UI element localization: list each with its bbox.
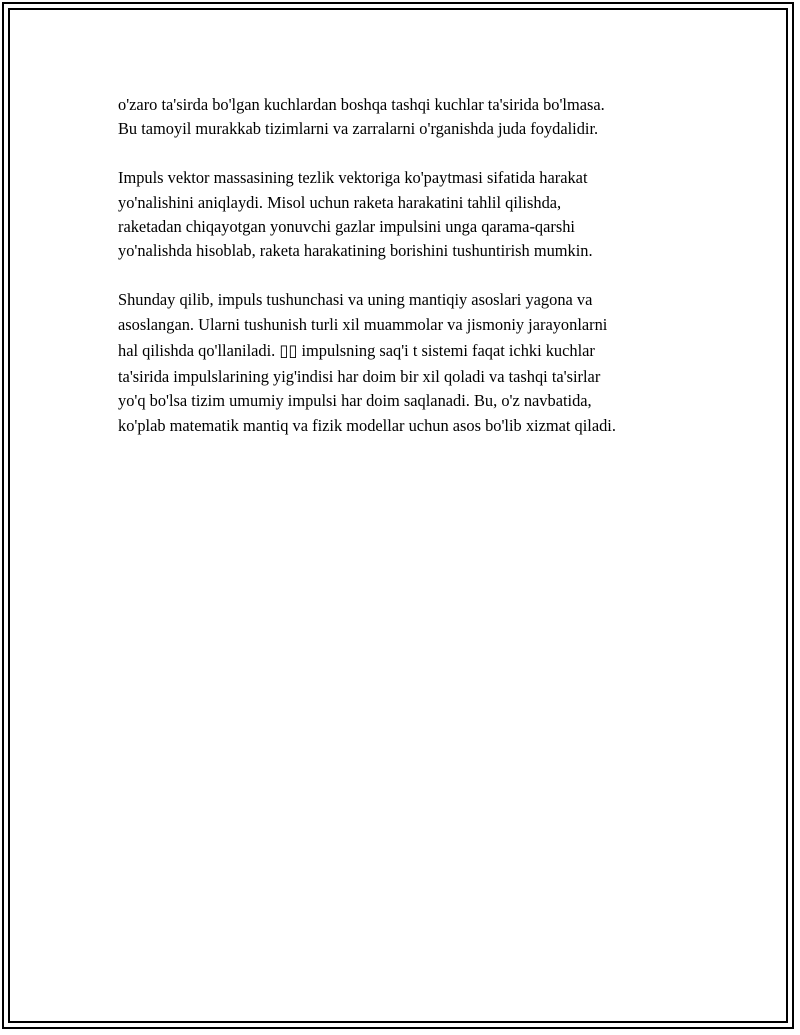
text-line: hal qilishda qo'llaniladi. ▯▯ impulsning saq'i t sistemi faqat ichki kuchlar bbox=[118, 341, 595, 361]
paragraph-1 bbox=[118, 93, 698, 142]
text-line: o'zaro ta'sirda bo'lgan kuchlardan boshqa tashqi kuchlar ta'sirida bo'lmasa. bbox=[118, 95, 605, 114]
text-line: Impuls vektor massasining tezlik vektoriga ko'paytmasi sifatida harakat bbox=[118, 168, 588, 188]
text-line: yo'nalishda hisoblab, raketa harakatining borishini tushuntirish mumkin. bbox=[118, 241, 593, 261]
text-line: Shunday qilib, impuls tushunchasi va uning mantiqiy asoslari yagona va bbox=[118, 290, 593, 310]
document-body bbox=[118, 93, 698, 463]
text-line: ta'sirida impulslarining yig'indisi har doim bir xil qoladi va tashqi ta'sirlar bbox=[118, 367, 601, 387]
paragraph-3 bbox=[118, 288, 698, 438]
text-line: Bu tamoyil murakkab tizimlarni va zarralarni o'rganishda juda foydalidir. bbox=[118, 119, 599, 139]
text-line: yo'q bo'lsa tizim umumiy impulsi har doim saqlanadi. Bu, o'z navbatida, bbox=[118, 391, 592, 411]
paragraph-2 bbox=[118, 166, 698, 264]
text-line: raketadan chiqayotgan yonuvchi gazlar impulsini unga qarama-qarshi bbox=[118, 217, 575, 237]
text-line: yo'nalishini aniqlaydi. Misol uchun raketa harakatini tahlil qilishda, bbox=[118, 192, 562, 212]
text-line: ko'plab matematik mantiq va fizik modellar uchun asos bo'lib xizmat qiladi. bbox=[118, 415, 616, 435]
text-line: asoslangan. Ularni tushunish turli xil muammolar va jismoniy jarayonlarni bbox=[118, 314, 608, 334]
